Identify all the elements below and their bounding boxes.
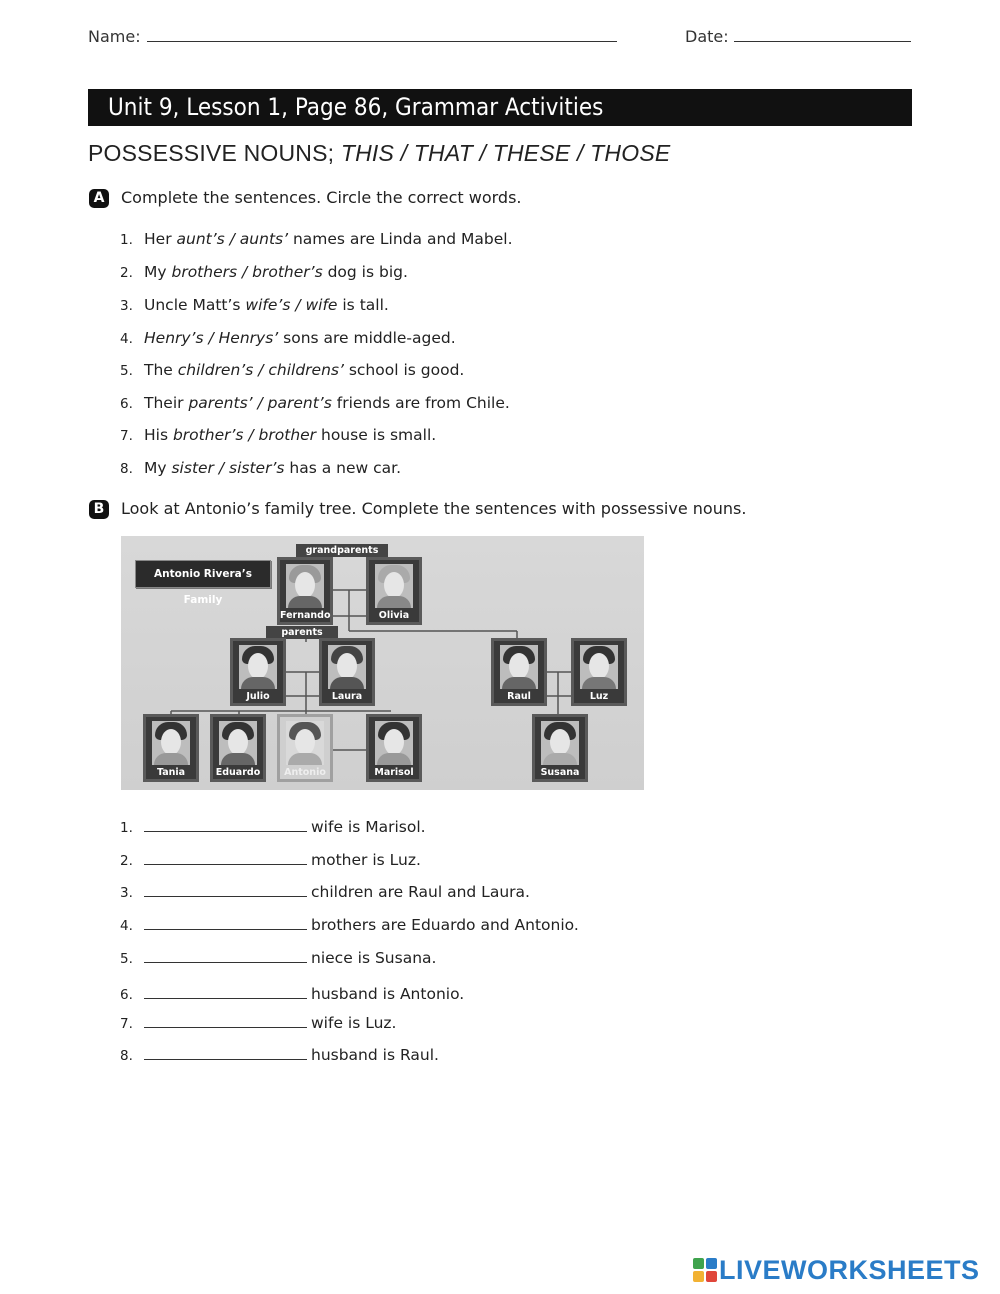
item-number: 8. [120,461,133,477]
section-b-item [120,882,530,901]
photo-antonio [277,714,333,782]
section-a-item [120,426,436,444]
liveworksheets-logo-icon [693,1258,717,1282]
item-text: wife is Marisol. [311,818,426,836]
section-a-item [120,230,513,248]
section-b-badge: B [89,500,109,519]
answer-options[interactable]: brother’s / brother [172,426,317,444]
grandparents-tag: grandparents [296,544,388,557]
item-text: The [144,361,178,379]
photo-susana [532,714,588,782]
item-text: My [144,459,172,477]
item-number: 4. [120,918,133,934]
person-name: Raul [507,691,531,702]
item-text: children are Raul and Laura. [311,883,530,901]
person-name: Fernando [280,610,331,621]
person-name: Marisol [374,767,414,778]
date-label: Date: [685,27,729,46]
item-number: 6. [120,396,133,412]
item-number: 5. [120,951,133,967]
photo-eduardo [210,714,266,782]
date-line[interactable] [734,41,911,42]
item-number: 1. [120,820,133,836]
item-text: mother is Luz. [311,851,421,869]
item-number: 1. [120,232,133,248]
section-a-badge: A [89,189,109,208]
item-text: niece is Susana. [311,949,437,967]
answer-blank[interactable] [144,948,307,963]
answer-blank[interactable] [144,882,307,897]
item-text: Uncle Matt’s [144,296,246,314]
family-tree-image [121,536,644,790]
answer-options[interactable]: aunt’s / aunts’ [176,230,289,248]
tree-title: Antonio Rivera’s Family [135,560,271,588]
section-b-item [120,850,421,869]
section-b-item [120,948,436,967]
photo-marisol [366,714,422,782]
item-text: Their [144,394,189,412]
answer-blank[interactable] [144,1045,307,1060]
item-text: husband is Antonio. [311,985,465,1003]
item-number: 3. [120,885,133,901]
item-text: friends are from Chile. [331,394,510,412]
person-name: Julio [246,691,270,702]
person-name: Tania [156,767,186,778]
title-italic: THIS / THAT / THESE / THOSE [340,140,671,166]
item-text: names are Linda and Mabel. [288,230,513,248]
answer-blank[interactable] [144,850,307,865]
item-text: Her [144,230,177,248]
photo-raul [491,638,547,706]
section-a-item [120,263,408,281]
page-title [88,140,670,167]
photo-laura [319,638,375,706]
section-a-item [120,394,510,412]
answer-options[interactable]: sister / sister’s [171,459,285,477]
section-b-instruction: Look at Antonio’s family tree. Complete the sentences with possessive nouns. [121,499,747,518]
item-number: 6. [120,987,133,1003]
section-b-item [120,915,579,934]
person-name: Antonio [284,767,326,778]
item-number: 2. [120,853,133,869]
item-number: 7. [120,428,133,444]
section-b-item [120,984,464,1003]
item-text: wife is Luz. [311,1014,397,1032]
logo-text: LIVEWORKSHEETS [719,1255,980,1285]
section-b-item [120,1045,439,1064]
item-number: 4. [120,331,133,347]
answer-options[interactable]: wife’s / wife [245,296,338,314]
photo-tania [143,714,199,782]
section-a-item [120,361,464,379]
item-text: My [144,263,172,281]
answer-blank[interactable] [144,1013,307,1028]
item-text: His [144,426,173,444]
section-a-item [120,296,389,314]
item-text: dog is big. [322,263,408,281]
item-text: is tall. [337,296,389,314]
photo-julio [230,638,286,706]
answer-options[interactable]: brothers / brother’s [171,263,323,281]
person-name: Eduardo [215,767,261,778]
person-name: Laura [331,691,363,702]
item-number: 2. [120,265,133,281]
answer-blank[interactable] [144,984,307,999]
person-name: Susana [540,767,580,778]
item-text: has a new car. [284,459,401,477]
name-label: Name: [88,27,141,46]
section-b-item [120,1013,396,1032]
item-text: school is good. [343,361,465,379]
section-a-item [120,459,401,477]
answer-blank[interactable] [144,817,307,832]
item-number: 5. [120,363,133,379]
item-number: 7. [120,1016,133,1032]
photo-luz [571,638,627,706]
section-a-item [120,329,456,347]
name-line[interactable] [147,41,617,42]
title-plain: POSSESSIVE NOUNS; [88,140,341,166]
person-name: Olivia [378,610,410,621]
photo-olivia [366,557,422,625]
answer-blank[interactable] [144,915,307,930]
person-name: Luz [589,691,609,702]
answer-options[interactable]: Henry’s / Henrys’ [144,329,279,347]
parents-tag: parents [266,626,338,639]
item-number: 3. [120,298,133,314]
item-number: 8. [120,1048,133,1064]
item-text: brothers are Eduardo and Antonio. [311,916,579,934]
lesson-banner: Unit 9, Lesson 1, Page 86, Grammar Activities [88,89,912,126]
item-text: husband is Raul. [311,1046,439,1064]
section-b-item [120,817,426,836]
item-text: house is small. [316,426,437,444]
answer-options[interactable]: parents’ / parent’s [188,394,332,412]
photo-fernando [277,557,333,625]
section-a-instruction: Complete the sentences. Circle the correct words. [121,188,522,207]
item-text: sons are middle-aged. [278,329,456,347]
answer-options[interactable]: children’s / childrens’ [177,361,344,379]
